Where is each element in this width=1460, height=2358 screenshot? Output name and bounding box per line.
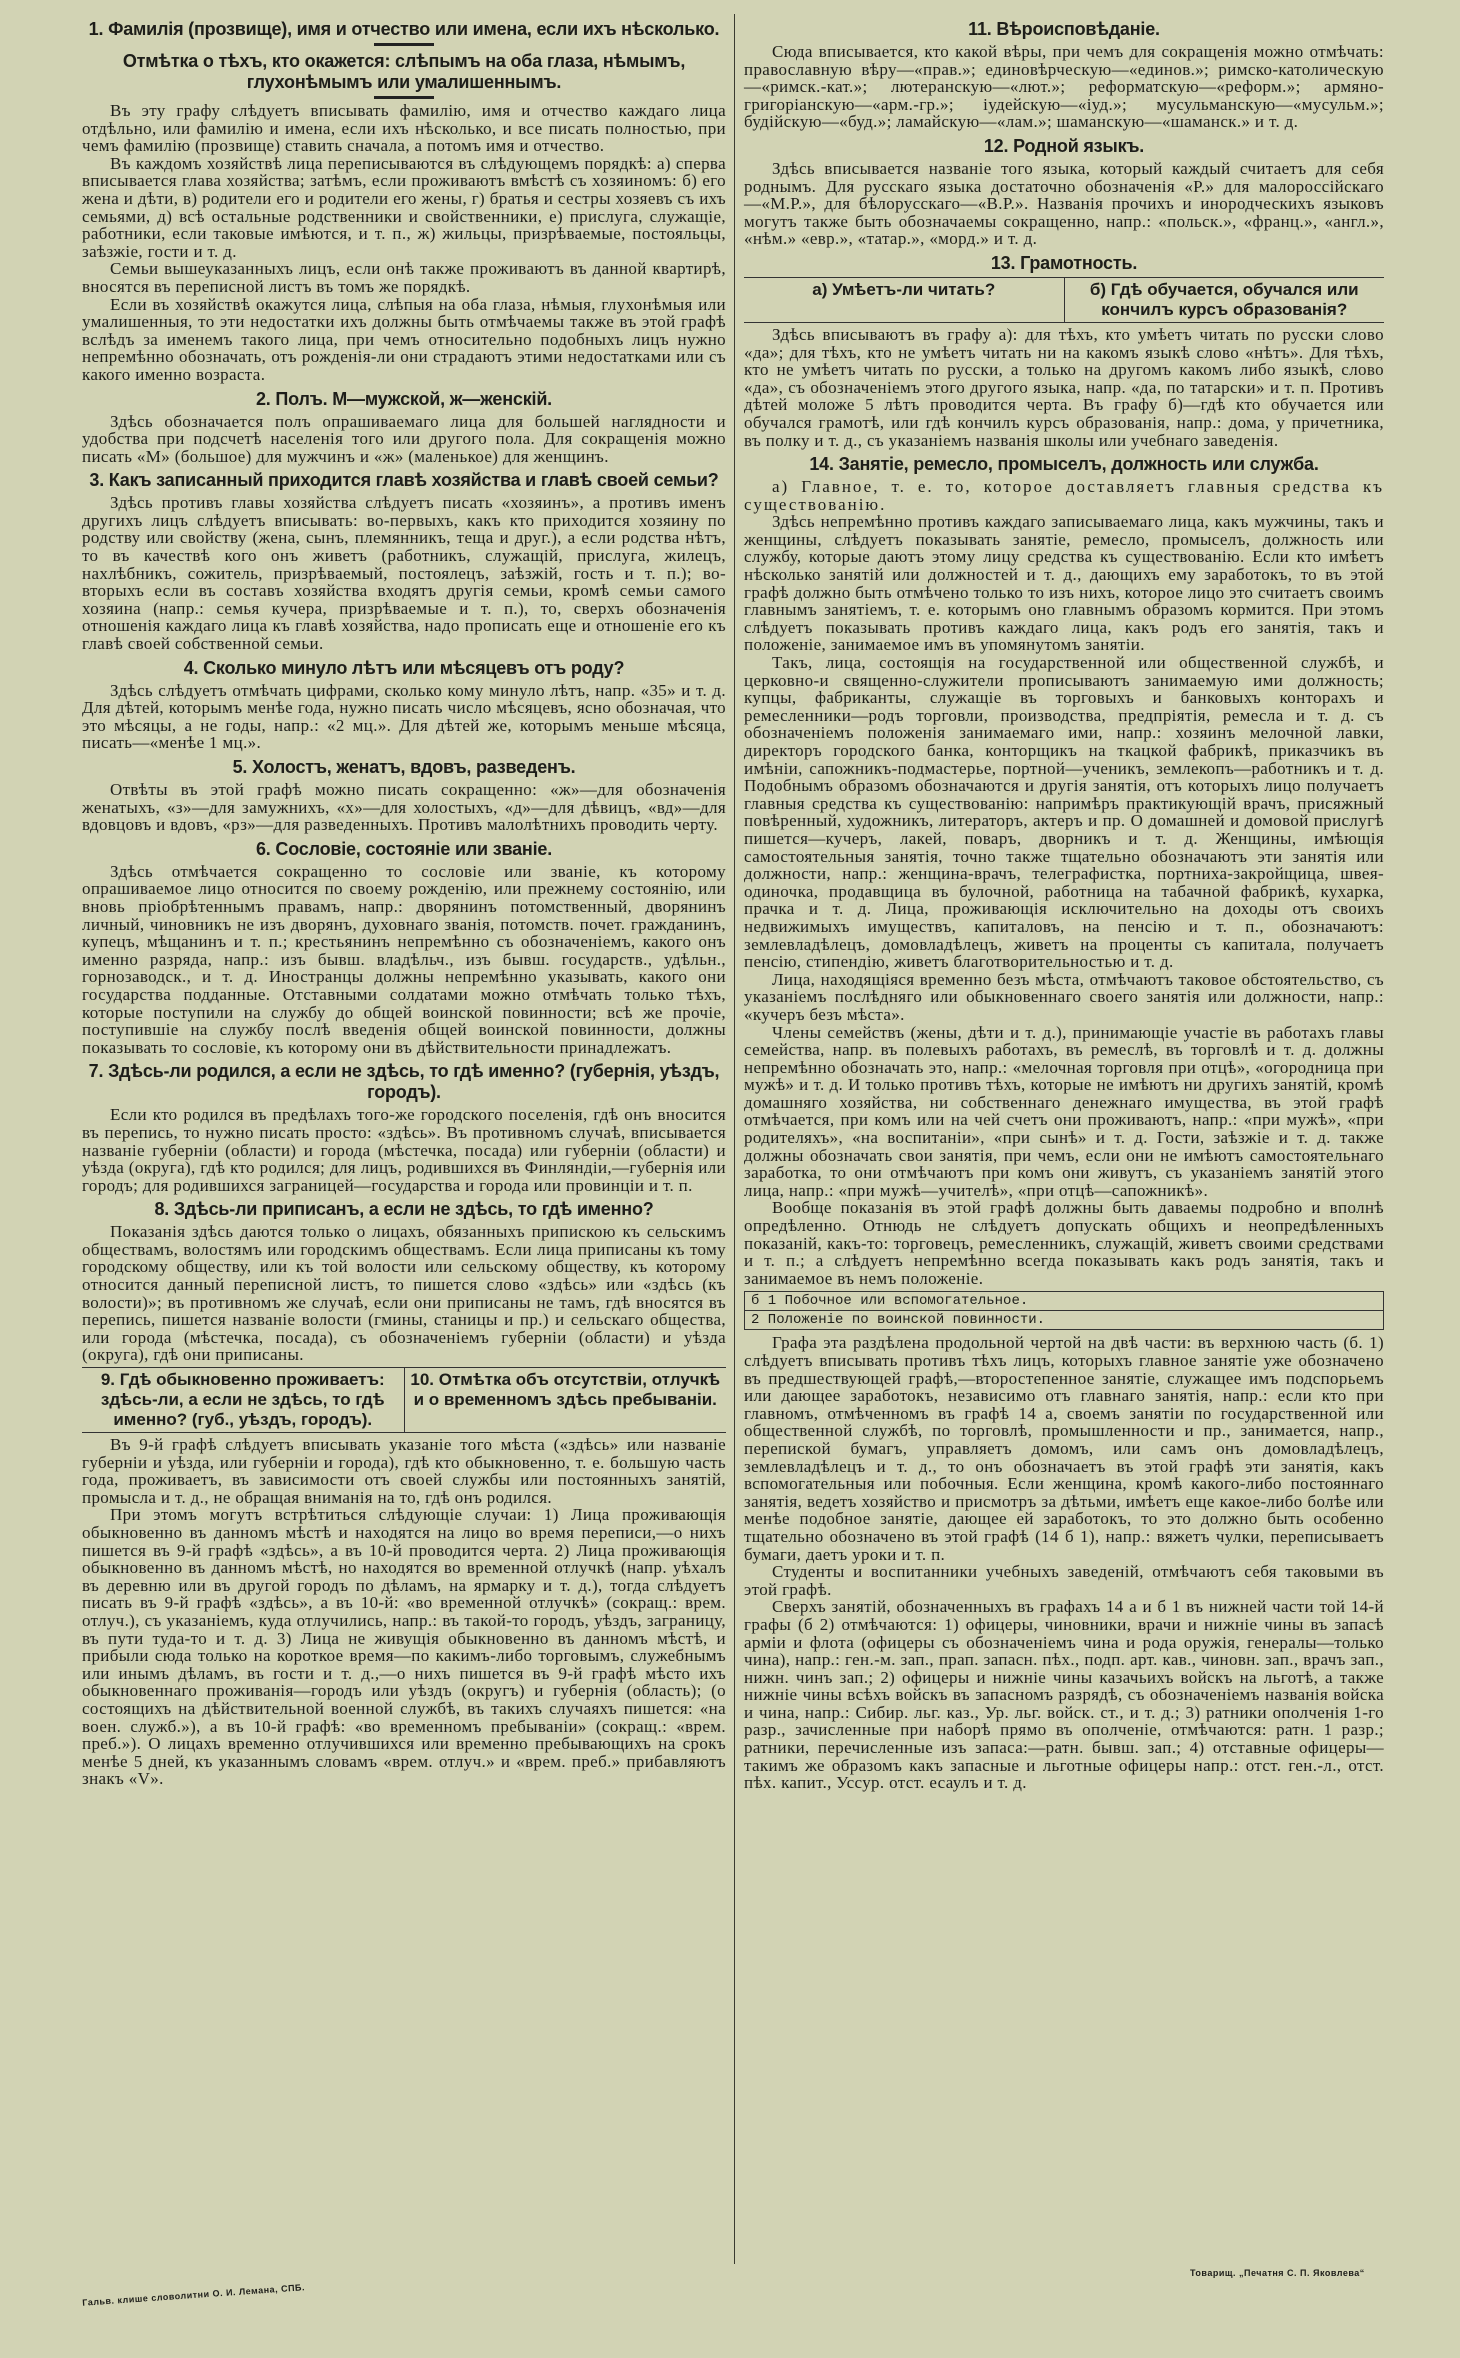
split-heading-right: 10. Отмѣтка объ отсутствіи, отлучкѣ и о временномъ здѣсь пребываніи. (404, 1368, 727, 1432)
left-column (82, 14, 726, 1788)
section-heading: 4. Сколько минуло лѣтъ или мѣсяцевъ отъ роду? (183, 657, 625, 678)
section-heading: 8. Здѣсь-ли приписанъ, а если не здѣсь, то гдѣ именно? (154, 1199, 654, 1220)
paragraph: Сверхъ занятій, обозначенныхъ въ графахъ 14 а и б 1 въ нижней части той 14-й графы (б 2) отмѣчаются: 1) офицеры, чиновники, врачи и нижніе чины въ запасѣ арміи и флота (офицеры съ обозначеніемъ чина и рода оружія, генералы—только чина), напр.: ген.-м. зап., прап. запасн. пѣх., подп. арт. кав., чиновн. зап., врачъ зап., нижн. чинъ зап.; 2) офицеры и нижніе чины казачьихъ войскъ на льготѣ, а также нижніе чины всѣхъ войскъ въ запасномъ разрядѣ, съ обозначеніемъ названія войска и чина, напр.: Сибир. льг. каз., Ур. льг. войск. ст., и т. д.; 3) ратники ополченія 1-го разр., зачисленные при наборѣ прямо въ ополченіе, отмѣчаются: ратн. 1 разр.; ратники, перечисленные изъ запаса:—ратн. бывш. зап.; 4) отставные офицеры—такимъ же образомъ какъ запасные и льготные офицеры напр.: отст. ген.-л., отст. пѣх. капит., Уссур. отст. есаулъ и т. д. (744, 1597, 1384, 1793)
section-heading: 6. Сословіе, состояніе или званіе. (256, 838, 552, 859)
section-heading: 3. Какъ записанный приходится главѣ хозяйства и главѣ своей семьи? (89, 470, 719, 491)
paragraph: Графа эта раздѣлена продольной чертой на двѣ части: въ верхнюю часть (б. 1) слѣдуетъ вписывать противъ тѣхъ лицъ, которыхъ главное занятіе уже обозначено въ предшествующей графѣ,—второстепенное занятіе, служащее имъ подспорьемъ или дающее заработокъ, независимо отъ главнаго занятія, напр.: если кто при главномъ, отмѣченномъ въ графѣ 14 а, своемъ занятіи по государственной или общественной службѣ, по торговлѣ, промышленности и пр., занимается, напр., перепиской бумагъ, управляетъ домомъ, или самъ онъ домовладѣлецъ, землевладѣлецъ и т. д., то онъ обозначаетъ въ этой графѣ эти занятія, какъ вспомогательныя или побочныя. Если женщина, кромѣ какого-либо постояннаго занятія, ведетъ хозяйство и присмотръ за дѣтьми, имѣетъ еще какое-либо болѣе или менѣе подобное занятіе, дающее ей заработокъ, то это должно быть особенно тщательно обозначено въ этой графѣ (14 б 1), напр.: вяжетъ чулки, переписываетъ бумаги, даетъ уроки и т. п. (744, 1333, 1384, 1564)
paragraph: Въ каждомъ хозяйствѣ лица переписываются въ слѣдующемъ порядкѣ: а) сперва вписывается глава хозяйства; затѣмъ, если проживаютъ вмѣстѣ съ хозяиномъ: б) его жена и дѣти, в) родители его и родители его жены, г) братья и сестры хозяевъ съ ихъ семьями, д) всѣ остальные родственники и свойственники, е) прислуга, служащіе, работники, если таковые имѣются, и т. п., ж) жильцы, призрѣваемые, постояльцы, заѣзжіе, гости и т. д. (82, 153, 726, 261)
paragraph: Показанія здѣсь даются только о лицахъ, обязанныхъ припискою къ сельскимъ обществамъ, волостямъ или городскимъ обществамъ. Если лица приписаны къ тому городскому обществу, или къ той волости или сельскому обществу, къ которому относится данный переписной листъ, то пишется слово «здѣсь» или «здѣсь (къ волости)»; въ противномъ же случаѣ, если они приписаны не тамъ, гдѣ вносятся въ перепись, пишется названіе волости (гмины, станицы и пр.) и сельскаго общества, или города (мѣстечка, посада), съ обозначеніемъ губерніи (области) и уѣзда (округа), гдѣ они приписаны. (82, 1222, 726, 1365)
paragraph: Студенты и воспитанники учебныхъ заведеній, отмѣчаютъ себя таковыми въ этой графѣ. (744, 1562, 1384, 1599)
boxed-heading (744, 1291, 1384, 1330)
split-heading-left: 9. Гдѣ обыкновенно проживаетъ: здѣсь-ли, а если не здѣсь, то гдѣ именно? (губ., уѣздъ, городъ). (100, 1370, 385, 1430)
paragraph: Вообще показанія въ этой графѣ должны быть даваемы подробно и вполнѣ опредѣленно. Отнюдь не слѣдуетъ допускать общихъ и неопредѣленныхъ показаній, какъ-то: торговецъ, ремесленникъ, служащій, живетъ своими средствами и т. п.; а слѣдуетъ непремѣнно всегда показывать какъ родъ занятія, такъ и занимаемое въ немъ положеніе. (744, 1198, 1384, 1288)
split-heading (744, 277, 1384, 323)
paragraph: Если кто родился въ предѣлахъ того-же городского поселенія, гдѣ онъ вносится въ перепись, то нужно писать просто: «здѣсь». Въ противномъ случаѣ, вписывается названіе губерніи (области) и города (мѣстечка, посада) или губерніи (области) и уѣзда (округа), гдѣ кто родился; для лицъ, родившихся въ Финляндіи,—губернія или городъ; для родившихся заграницей—государства и города или провинціи и т. п. (82, 1105, 726, 1195)
printer-imprint-right: Товарищ. „Печатня С. П. Яковлева“ (1190, 2268, 1365, 2278)
section-heading: 12. Родной языкъ. (983, 135, 1145, 156)
column-divider (734, 14, 735, 2264)
section-heading: 13. Грамотность. (990, 252, 1138, 273)
printer-imprint-left: Гальв. клише словолитни О. И. Лемана, СПБ. (81, 2282, 306, 2308)
paragraph: Семьи вышеуказанныхъ лицъ, если онѣ также проживаютъ въ данной квартирѣ, вносятся въ переписной листъ въ томъ же порядкѣ. (82, 259, 726, 296)
paragraph: Члены семействъ (жены, дѣти и т. д.), принимающіе участіе въ работахъ главы семейства, напр. въ полевыхъ работахъ, въ ремеслѣ, въ торговлѣ и т. д. должны непремѣнно обозначать это, напр.: «мелочная торговля при отцѣ», «огородница при мужѣ» и т. д. И только противъ тѣхъ, которые не имѣютъ ни другихъ занятій, кромѣ домашняго хозяйства, ни собственнаго денежнаго имущества, въ этой графѣ отмѣчается, при комъ или на чей счетъ они проживаютъ, напр.: «при мужѣ», «при родителяхъ», «на воспитаніи», «при сынѣ» и т. д. Гости, заѣзжіе и т. д. также должны обозначать свои занятія, при чемъ, если они не имѣютъ самостоятельнаго заработка, то они отмѣчаютъ при комъ они живутъ, съ указаніемъ занятій этого лица, напр.: «при мужѣ—учителѣ», «при отцѣ—сапожникѣ». (744, 1022, 1384, 1200)
box-row-1: б 1 Побочное или вспомогательное. (751, 1293, 1029, 1310)
section-heading: 11. Вѣроисповѣданіе. (968, 19, 1160, 39)
section-heading: 1. Фамилія (прозвище), имя и отчество или имена, если ихъ нѣсколько. (88, 19, 720, 39)
paragraph: Если въ хозяйствѣ окажутся лица, слѣпыя на оба глаза, нѣмыя, глухонѣмыя или умалишенныя, то эти недостатки ихъ должны быть отмѣчаемы также въ этой графѣ вслѣдъ за именемъ такого лица, при чемъ относительно подобныхъ лицъ нужно непремѣнно обозначать, отъ рожденія-ли они страдаютъ этими недостатками или съ какого именно возраста. (82, 294, 726, 384)
paragraph: Сюда вписывается, кто какой вѣры, при чемъ для сокращенія можно отмѣчать: православную вѣру—«прав.»; единовѣрческую—«единов.»; римско-католическую—«римск.-кат.»; лютеранскую—«лют.»; реформатскую—«реформ.»; армяно-григоріанскую—«арм.-гр.»; іудейскую—«іуд.»; мусульманскую—«мусульм.»; будійскую—«буд.»; ламайскую—«лам.»; шаманскую—«шаманск.» и т. д. (744, 42, 1384, 132)
paragraph: Отвѣты въ этой графѣ можно писать сокращенно: «ж»—для обозначенія женатыхъ, «з»—для замужнихъ, «х»—для холостыхъ, «д»—для дѣвицъ, «вд»—для вдовцовъ и вдовъ, «рз»—для разведенныхъ. Противъ малолѣтнихъ проводить черту. (82, 780, 726, 835)
paragraph: Лица, находящіяся временно безъ мѣста, отмѣчаютъ таковое обстоятельство, съ указаніемъ послѣдняго или обыкновеннаго своего занятія или должности, напр.: «кучеръ безъ мѣста». (744, 969, 1384, 1024)
paragraph: Здѣсь непремѣнно противъ каждаго записываемаго лица, какъ мужчины, такъ и женщины, слѣдуетъ показывать занятіе, ремесло, промыселъ, должность или службу, которые даютъ этому лицу средства къ существованію. Если кто имѣетъ нѣсколько занятій или должностей и т. д., дающихъ ему заработокъ, то въ этой графѣ должно быть отмѣчено только то изъ нихъ, которое лицо это считаетъ своимъ главнымъ занятіемъ, т. е. которымъ оно главнымъ образомъ кормится. При этомъ слѣдуетъ показывать противъ каждаго лица, какъ родъ его занятія, такъ и положеніе, занимаемое имъ въ упомянутомъ занятіи. (744, 512, 1384, 655)
split-heading-left: а) Умѣетъ-ли читать? (812, 279, 996, 299)
paragraph: Здѣсь противъ главы хозяйства слѣдуетъ писать «хозяинъ», а противъ именъ другихъ лицъ слѣдуетъ вписывать: во-первыхъ, какъ кто приходится хозяину по родству или свойству (жена, сынъ, племянникъ, теща и друг.), а если родства нѣтъ, то въ качествѣ кого онъ живетъ (работникъ, служащій, прислуга, жилецъ, нахлѣбникъ, сожитель, призрѣваемый, постоялецъ, заѣзжій, гость и т. п.); во-вторыхъ если въ составъ хозяйства входятъ другія семьи, кромѣ семьи самого хозяина (напр.: семья кучера, призрѣваемые и т. п.), то, сверхъ обозначенія отношенія каждаго лица къ главѣ хозяйства, надо прописать еще и отношеніе его къ главѣ своей собственной семьи. (82, 493, 726, 654)
divider-rule (374, 43, 434, 46)
section-heading: 14. Занятіе, ремесло, промыселъ, должность или служба. (809, 454, 1319, 475)
section-heading: 5. Холостъ, женатъ, вдовъ, разведенъ. (232, 757, 576, 777)
paragraph: Здѣсь вписываютъ въ графу а): для тѣхъ, кто умѣетъ читать по русски слово «да»; для тѣхъ, кто не умѣетъ читать ни на какомъ языкѣ слово «нѣтъ». Для тѣхъ, кто не умѣетъ читать по русски, а только на другомъ какомъ либо языкѣ, слово «да», съ обозначеніемъ этого другого языка, напр. «да, по татарски» и т. п. Противъ дѣтей моложе 5 лѣтъ проводится черта. Въ графу б)—гдѣ кто обучается или обучался грамотѣ, или гдѣ кончилъ курсъ образованія, напр.: дома, у причетника, въ полку и т. д., съ указаніемъ названія школы или учебнаго заведенія. (744, 324, 1384, 450)
paragraph: Здѣсь обозначается полъ опрашиваемаго лица для большей наглядности и удобства при подсчетѣ населенія того или другого пола. Для сокращенія можно писать «М» (большое) для мужчинъ и «ж» (маленькое) для женщинъ. (82, 411, 726, 466)
section-heading: 7. Здѣсь-ли родился, а если не здѣсь, то гдѣ именно? (губернія, уѣздъ, городъ). (88, 1061, 720, 1103)
right-column (744, 14, 1384, 1792)
split-heading-right: б) Гдѣ обучается, обучался или кончилъ курсъ образованія? (1064, 278, 1385, 322)
section-heading: 2. Полъ. М—мужской, ж—женскій. (256, 388, 552, 409)
paragraph: Въ 9-й графѣ слѣдуетъ вписывать указаніе того мѣста («здѣсь» или названіе губерніи и уѣзда, или губерніи и города), гдѣ кто обыкновенно, т. е. большую часть года, проживаетъ, въ зависимости отъ своей службы или постоянныхъ занятій, промысла и т. д., не обращая вниманія на то, гдѣ онъ родился. (82, 1435, 726, 1507)
paragraph: Здѣсь отмѣчается сокращенно то сословіе или званіе, къ которому опрашиваемое лицо относится по своему рожденію, или прежнему состоянію, или вновь пріобрѣтеннымъ правамъ, напр.: дворянинъ потомственный, дворянинъ личный, чиновникъ не изъ дворянъ, духовнаго званія, потомств. почет. гражданинъ, купецъ, мѣщанинъ и т. п.; крестьянинъ непремѣнно съ обозначеніемъ, какого онъ именно разряда, напр.: изъ бывш. владѣльч., изъ бывш. государств., удѣльн., горнозаводск., и т. д. Иностранцы должны непремѣнно указывать, какого они государства подданные. Отставными солдатами можно отмѣчать только тѣхъ, которые поступили на службу до общей воинской повинности; всѣ же прочіе, поступившіе на службу послѣ введенія общей воинской повинности, должны показывать то сословіе, къ которому они въ дѣйствительности принадлежатъ. (82, 861, 726, 1057)
paragraph: Такъ, лица, состоящія на государственной или общественной службѣ, и церковно-и священно-служители прописываютъ занимаемую ими должность; купцы, фабриканты, служащіе въ торговыхъ и банковыхъ конторахъ и ремесленники—родъ торговли, производства, предпріятія, ремесла и т. д. съ обозначеніемъ положенія занимаемаго ими, напр.: хозяинъ мелочной лавки, директоръ городского банка, конторщикъ на ткацкой фабрикѣ, приказчикъ въ имѣніи, сапожникъ-подмастерье, портной—ученикъ, землекопъ—работникъ и т. д. Подобнымъ образомъ обозначаются и другія занятія, отъ которыхъ лицо получаетъ главныя средства къ существованію: напримѣръ практикующій врачъ, присяжный повѣренный, художникъ, литераторъ, актеръ и пр. О домашней и домовой прислугѣ пишется—кучеръ, лакей, поваръ, дворникъ и т. д. Женщины, имѣющія самостоятельныя занятія, точно также тщательно обозначаютъ эти занятія или должности, напр.: женщина-врачъ, телеграфистка, портниха-закройщица, швея-одиночка, продавщица въ булочной, работница на табачной фабрикѣ, кухарка, прачка и т. д. Лица, проживающія исключительно на доходы отъ своихъ недвижимыхъ имуществъ, капиталовъ, на пенсію и т. п., обозначаютъ: землевладѣлецъ, домовладѣлецъ, живетъ на проценты съ капитала, получаетъ пенсію, стипендію, живетъ благотворительностью и т. д. (744, 653, 1384, 972)
subheading-paragraph: а) Главное, т. е. то, которое доставляетъ главныя средства къ существованію. (744, 477, 1384, 514)
box-row-2: 2 Положеніе по воинской повинности. (745, 1310, 1383, 1329)
paragraph: При этомъ могутъ встрѣтиться слѣдующіе случаи: 1) Лица проживающія обыкновенно въ данномъ мѣстѣ и находятся на лицо во время переписи,—о нихъ пишется въ 9-й графѣ «здѣсь», а въ 10-й проводится черта. 2) Лица проживающія обыкновенно въ данномъ мѣстѣ, но находятся во временной отлучкѣ (напр. уѣхалъ въ деревню или въ другой городъ по дѣламъ, на ярмарку и т. д.), тогда слѣдуетъ писать въ 9-й графѣ «здѣсь», а въ 10-й: «во временной отлучкѣ» (сокращ.: врем. отлуч.), съ указаніемъ, куда отлучились, напр.: въ такой-то городъ, уѣздъ, заграницу, въ пути туда-то и т. д. 3) Лица не живущія обыкновенно въ данномъ мѣстѣ, и прибыли сюда только на короткое время—по какимъ-либо торговымъ, служебнымъ или инымъ дѣламъ, въ гости и т. д.,—о нихъ пишется въ 9-й графѣ мѣсто ихъ обыкновеннаго проживанія—городъ или уѣздъ (округъ) и губернія (область); (о состоящихъ на дѣйствительной военной службѣ, въ такихъ случаяхъ пишется: «на воен. служб.»), а въ 10-й графѣ: «во временномъ пребываніи» (сокращ.: «врем. преб.»). О лицахъ временно отлучившихся или временно пребывающихъ на срокъ менѣе 5 дней, къ указаннымъ словамъ «врем. отлуч.» и «врем. преб.» прибавляютъ знакъ «V». (82, 1505, 726, 1789)
paragraph: Въ эту графу слѣдуетъ вписывать фамилію, имя и отчество каждаго лица отдѣльно, или фамилію и имена, если ихъ нѣсколько, и все писать полностью, при чемъ фамилію (прозвище) ставить сначала, а потомъ имя и отчество. (82, 101, 726, 156)
section-heading: Отмѣтка о тѣхъ, кто окажется: слѣпымъ на оба глаза, нѣмымъ, глухонѣмымъ или умалишеннымъ. (122, 51, 686, 92)
divider-rule (374, 96, 434, 99)
paragraph: Здѣсь вписывается названіе того языка, который каждый считаетъ для себя роднымъ. Для русскаго языка достаточно обозначенія «Р.» для малороссійскаго—«М.Р.», для бѣлорусскаго—«В.Р.». Названія прочихъ и инородческихъ языковъ могутъ также быть обозначаемы сокращенно, напр.: «польск.», «франц.», «англ.», «нѣм.» «евр.», «татар.», «морд.» и т. д. (744, 158, 1384, 249)
split-heading (82, 1367, 726, 1433)
paragraph: Здѣсь слѣдуетъ отмѣчать цифрами, сколько кому минуло лѣтъ, напр. «35» и т. д. Для дѣтей, которымъ менѣе года, нужно писать число мѣсяцевъ, ясно обозначая, что это мѣсяцы, а не годы, напр.: «2 мц.». Для дѣтей же, которымъ меньше мѣсяца, писать—«менѣе 1 мц.». (82, 680, 726, 753)
